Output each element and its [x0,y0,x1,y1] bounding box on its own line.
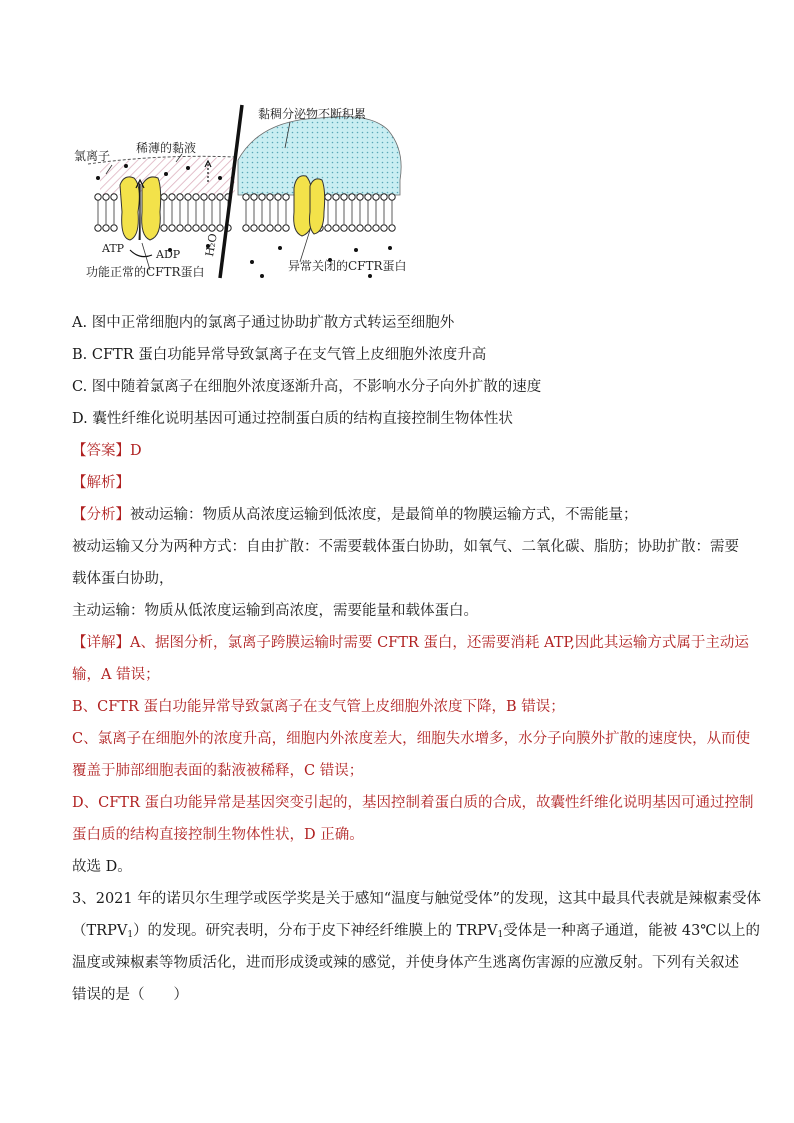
q3-text-b: ）的发现。研究表明，分布于皮下神经纤维膜上的 TRPV [133,923,498,939]
answer-line [72,440,142,462]
question3-line-4: 错误的是（ ） [72,987,188,1003]
label-normal-cftr: 功能正常的CFTR蛋白 [86,265,205,279]
detail-tag: 【详解】 [72,635,130,651]
answer-tag: 【答案】 [72,443,130,459]
question3-line-2 [72,920,760,946]
detail-line-1 [72,632,749,654]
analysis-line-4: 主动运输：物质从低浓度运输到高浓度，需要能量和载体蛋白。 [72,603,478,619]
label-thin-mucus: 稀薄的黏液 [136,141,197,155]
label-abnormal-cftr: 异常关闭的CFTR蛋白 [288,259,407,273]
analysis-line-3: 载体蛋白协助， [72,571,174,587]
detail-line-2: 输，A 错误； [72,667,160,683]
cftr-membrane-figure [70,100,430,285]
label-adp: ADP [156,248,181,261]
detail-text-1: A、据图分析，氯离子跨膜运输时需要 CFTR 蛋白，还需要消耗 ATP,因此其运输方式属于主动运 [130,635,749,651]
abnormal-cftr-protein [294,176,325,236]
analysis-line-2: 被动运输又分为两种方式：自由扩散：不需要载体蛋白协助，如氧气、二氧化碳、脂肪；协助扩散：需要 [72,539,739,555]
label-atp: ATP [102,242,125,255]
label-thick-secretion: 黏稠分泌物不断积累 [258,107,367,121]
label-water: H₂O [203,232,220,258]
analysis-heading: 【解析】 [72,475,130,491]
q3-text-c: 受体是一种离子通道，能被 43℃以上的 [503,923,761,939]
q3-sub-2: 1 [497,930,504,940]
analysis-tag: 【分析】 [72,507,130,523]
question3-line-3: 温度或辣椒素等物质活化，进而形成烫或辣的感觉，并使身体产生逃离伤害源的应激反射。下列有关叙述 [72,955,739,971]
q3-text-a: （TRPV [72,923,128,939]
option-b: B. CFTR 蛋白功能异常导致氯离子在支气管上皮细胞外浓度升高 [72,347,487,363]
question3-line-1: 3、2021 年的诺贝尔生理学或医学奖是关于感知“温度与触觉受体”的发现，这其中最具代表就是辣椒素受体 [72,891,762,907]
q3-sub-1: 1 [127,930,134,940]
detail-line-4: C、氯离子在细胞外的浓度升高，细胞内外浓度差大，细胞失水增多，水分子向膜外扩散的速度快，从而使 [72,731,751,747]
conclusion-line: 故选 D。 [72,859,132,875]
label-chloride-ion: 氯离子 [74,149,111,163]
detail-line-5: 覆盖于肺部细胞表面的黏液被稀释，C 错误； [72,763,364,779]
answer-value: D [130,443,142,459]
option-a: A. 图中正常细胞内的氯离子通过协助扩散方式转运至细胞外 [72,315,455,331]
detail-line-6: D、CFTR 蛋白功能异常是基因突变引起的，基因控制着蛋白质的合成，故囊性纤维化说明基因可通过控制 [72,795,754,811]
detail-line-7: 蛋白质的结构直接控制生物体性状，D 正确。 [72,827,364,843]
analysis-line-1 [72,504,638,526]
analysis-text-1: 被动运输：物质从高浓度运输到低浓度，是最简单的物膜运输方式，不需能量； [130,507,638,523]
option-d: D. 囊性纤维化说明基因可通过控制蛋白质的结构直接控制生物体性状 [72,411,513,427]
option-c: C. 图中随着氯离子在细胞外浓度逐渐升高，不影响水分子向外扩散的速度 [72,379,542,395]
detail-line-3: B、CFTR 蛋白功能异常导致氯离子在支气管上皮细胞外浓度下降，B 错误； [72,699,565,715]
